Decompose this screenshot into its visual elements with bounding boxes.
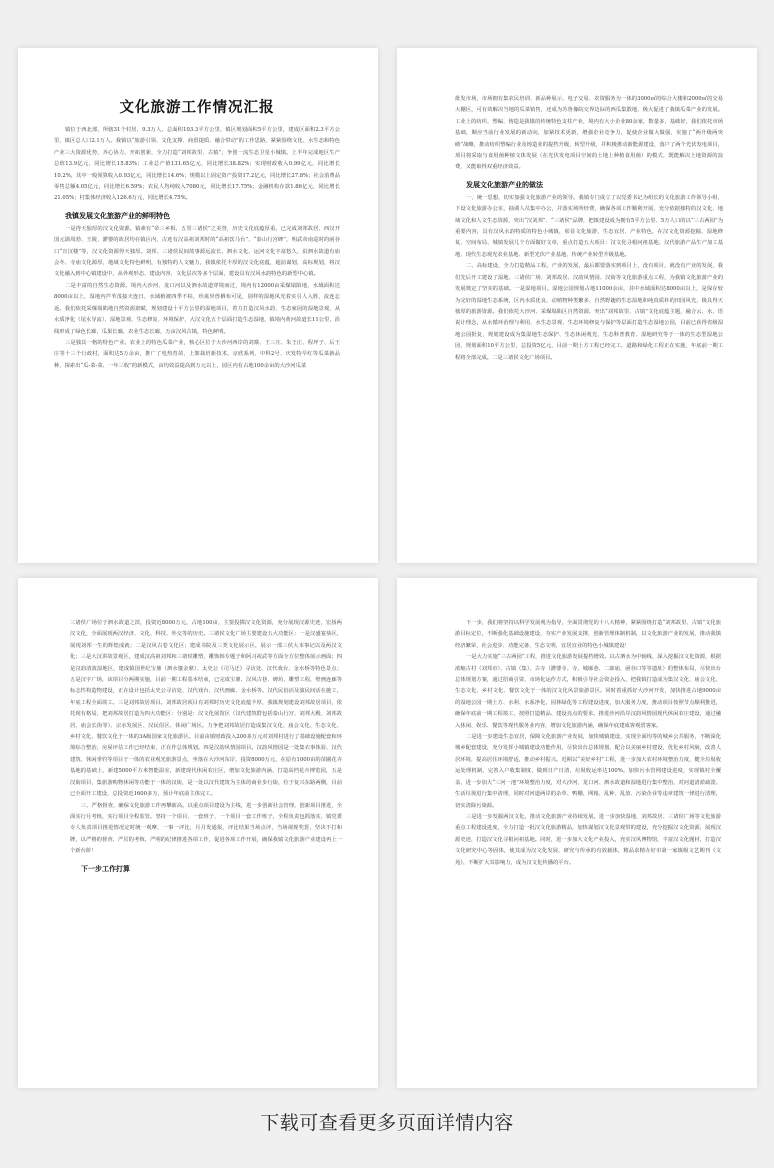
document-page-1 <box>18 48 378 563</box>
body-paragraph: 三诸侯广场位于泗水故道之滨，投资近8000万元，占地100亩，主要投掷汉文化资源，充分展现汉源史迹，宏扬两汉文化，全面展现两汉经济、文化、科技、外交等的历史。三诸侯文化广场主要建设五大功能区：一是汉盛宴恭区，展现刘邦一生的辉煌成就；二是汉风古卷文化区；建成书院及三类文化展示区，展示一部三侯大本事记以及两汉文化；三是大汉讲故景观区，建成汉高祖刘邦和三诸侯雕塑，雕饰韩专题子和阿习祝武等方面全方位整体展示画面；四是汉韵清波湿地区，建成镇国世纪宝鼎（泗水鎏金鼎）、太史公《司马迁》寻访处、汉代戏台、金水桥等特色景点；五是汉字广场，该项目分两期实施，目前一期工程基本结束，已完成宝鼎、汉风古巷、碑坊、雕塑工程，壁画连廊等标志性构造物建设，正在设计包括太史公寻访处、汉代戏台、汉代画廊、金水桥等。汉代民俗活及演民间活在施工，年底工程全面竣工。三是刘邦故居项目。刘邦故居项目有刘邦时历史文化底蕴丰厚，我镇规划建设刘邦故居项目，依托现有格局，把刘邦故居打造为四大功能区：分别是：汉文化展馆区（汉代建筑群包括泰山行宫、刘邦大殿、刘邦故居、庙会长街等）、宗水发展区、汉民俗区、休闲广场区。力争把刘邦故居打造成集汉文化、庙会文化、生态文化、乡村文化、餐饮文化于一体的3A级国家文化旅游区。目前由镇财政投入200多万元对刘邦村进行了基础设施配套和环境综合整治，房屋评估工作已经结束，正在作总体规划。四是汉韵风情园项目。汉韵风情园是一处集衣事体验、汉代建筑、休闲垂钓等项目于一体的农业观光旅游景点，坐落在大沙河东岸，投资8000万元，在原有1000亩的苗圃花卉基地的基础上，新建5000平方米智能温室，新建现代休闲农庄区，增加文化旅游内涵，打造高档花卉博览园，五是汉街项目，集旅游购物休闲等功能于一体的汉街，是一处以汉代建筑为主体的商业步行街，位于复兴东路两侧，目前已全面开工建设，总投资近1600多万，预计年底前主体完工。 <box>70 620 342 798</box>
document-page-4 <box>397 578 757 1088</box>
body-paragraph: 三是独具一格的特色产业。农业上的特色瓜菜产业，核心区位于大沙河西岸的刘寨、王三庄、朱王庄、程坪子、后王庄等十三个行政村，面积达5万余亩，推广了电热育苗、上架栽培新技术，京欣系列、中科2号、庆发特早红等瓜菜新品种，探索出“瓜-菜-菜、一年三收”的新模式，亩均效益提高到万元以上，园区内有占地100余亩的大沙河瓜菜 <box>54 339 340 369</box>
body-paragraph: 三、严格督查，确保文化旅游工作再攀新高。以重点项目建设为主线，进一步创新社会管理，创新项目推进，全面实行月考核，实行项目全程监管。坚持一个项目、一套班子、一个项目一套工作班子，全程负责包抓落实，镇党委专人负责项目推进情况定时统一观摩，一事一评比，月月发通报，评比结果当场点评，当场视现奖惩，坚决不打和牌，以严格的督查、严厉的考核、严明的纪律推进各项工作，促进各项工作开展，确保我镇文化旅游产业建设再上一个新台阶！ <box>70 802 342 855</box>
intro-paragraph: 镇位于西北部，所辖31个村居，9.3万人，总面积103.3平方公里，镇区规划面积5平方公里，建成区面积2.3平方公里，镇区总人口2.1万人。我镇以“旅游引领、文化支撑、商贸提质、融合带动”的工作思路，紧紧围绕文化、水生态和特色产业三大资源优势，齐心协力、开拓创新，全力打造“刘邦故里、古镇”，争创一流生态卫星小城镇。上半年完成地区生产总值13.9亿元，同比增长15.83%；工业总产值131.65亿元，同比增长38.82%；实现财政收入0.99亿元，同比增长10.2%，其中一般预算收入0.93亿元，同比增长14.6%；规模以上固定资产投资17.2亿元，同比增长27.8%；社会消费品零售总额4.05亿元，同比增长6.59%；农民人均纯收入7080元，同比增长17.75%；金融机构存款1.86亿元，同比增长21.05%；村集体经济收入126.6万元，同比增长4.75%。 <box>54 127 340 202</box>
document-page-3 <box>18 578 378 1088</box>
body-paragraph: 三是进一步发掘两汉文化，推动文化旅游产业持续发展。进一步加快湿地、刘邦故居、三诸侯广场等文化旅游重点工程建设进度，全力打造一批汉文化旅游精品，加快谋划汉文化景观带的建设，充分挖掘汉文化资源，展现汉源史迹，打造汉文化寻根问祖基地。同时，进一步加大文化产业投入，充实汉风博物馆，丰富汉文化题材，打造汉文化研究中心等固体，使其成为汉文化发展、研究与传承的有效载体，精品求精办好市第一家镇级文艺期刊《文苑》，不断扩大其影响力，成为汉文化传播的平台。 <box>455 813 721 866</box>
section-heading-features: 我镇发展文化旅游产业的鲜明特色 <box>65 210 170 220</box>
section-heading-next-steps: 下一步工作打算 <box>81 863 130 873</box>
section-heading-practices: 发展文化旅游产业的做法 <box>466 179 543 189</box>
body-paragraph: 一、统一思想，切实加强文化旅游产业的领导。我镇专门成立了以党委书记为组长的文化旅游工作领导小组，下设文化旅游办公室，抽调人员集中办公，并落实场所经费，确保各项工作顺利开展，充分依据独特的汉文化、地域文化和人文生态资源，突出“汉刘邦”、“三诸侯”品牌，把镇建设成为拥有5平方公里、5万人口的以“三古两园”为重要内容，具有汉风水韵特质的特色小城镇，彰显文化旅游、生态宜居、产业特色，在汉文化资源挖掘、湿地修复、空间布局、城镇发展几个方面做好文章，重点打造五大项目：汉文化寻根问祖基地、汉代旅游产品生产加工基地、现代生态观光农业基地、新型光伏产业基地、传统产业转型升级基地。 <box>455 194 723 258</box>
download-more-caption[interactable]: 下载可查看更多页面详情内容 <box>260 1112 514 1134</box>
body-paragraph: 批发市场，市场拥有集农民培训、新品种展示、电子交易、农资服务为一体的3000㎡的综合大楼和2000㎡的交易大棚区，可有效解决当地的瓜菜销售，还成为苏鲁豫皖交界边际的西瓜集散地，极大促进了我镇瓜菜产业的发展。工业上的纺织、塑编、铸造是我镇的传统特色支柱产业，境内有大小企业80余家，数量多，基础好，我们依托市场基础，顺应当前行业发展的新动向，加紧技术更新，增强企业竞争力，促使企业做大做强，实施了“两升级两突破”战略，推动纺织塑编行业及铸造业的提档升级，转型升级，并积极推动新能源建设，落户了两个光伏发电项目，项目将采取与食用菌种植文体发展（在光伏发电项目空间的土地上种植食用菌）的模式，既能解决土地资源的浪费，又能取得双重经济效益。 <box>455 96 723 171</box>
body-paragraph: 一是大力实施“三古两园”工程，推进文化旅游发展提档增效。以古泗水为中轴线，深入挖掘汉文化资源，根据浓缩古村（刘邦市）、古镇（集）、古寺（灌婴寺、寺、城廓巷、二郎庙、函谷口等等遗址）的整体布局，尽快出台总体规划方案，通过招商引资、市场化运作方式，积极引导社会资金投入，把我镇打造成为集汉文化、庙会文化、生态文化、乡村文化、餐饮文化于一体的汉文化风景旅游景区。同时着重抓好大沙河开发，加快推进占地9000亩的湿地公园一期土方、水利、水系净化、园林绿化等工程建设进度，加大服务力度，推动项目按照节点顺利推进，确保年底前一期工程竣工，按照打造精品、建设亮点的要求，推进沙河沿岸汉韵风情园现代休闲农庄建设，通过融入休闲、娱乐、餐饮等现代服务业内容，增加文化旅游内涵，确保年底建成客观赏客家。 <box>455 654 721 729</box>
document-page-2 <box>397 48 757 563</box>
body-paragraph: 下一步，我们将坚持以科学发展观为指导，全面贯彻党的十八大精神，紧紧围绕打造“刘邦故里、古镇”文化旅游目标定位，不断强化基础设施建设，夯实产业发展支撑，创新管理体制机制，以文化旅游产业的发展，推动我镇经济繁荣、社会进步、功能完备、生态文明、宜居宜业的特色小城镇建设！ <box>455 620 721 649</box>
body-paragraph: 二是丰富的自然生态资源。境内大沙河、龙口河以及泗水故道穿境而过，境内有12000亩采煤塌陷地，水域面积达8000亩以上，湿地内芦苇茂接天连日，水域植被四季不枯，珍禽异兽栖布可见，别样的湿地风光着实引人入胜，流连忘返。我们依托采煤塌陷地自然资源禀赋，规划建设十平方公里的湿地项目，着力打造汉风水韵、生态家园的湿地景观，从水质净化（尾水导流）、湿地景观、生态修复、环境保护，大汉文化五个层面打造生态湿地，镇境内黄河故道长11公里，沿线形成了绿色长廊，瓜果长廊，农业生态长廊，万亩汉风古镇，特色鲜明。 <box>54 282 340 335</box>
document-title: 文化旅游工作情况汇报 <box>119 100 275 116</box>
body-paragraph: 一是得天独厚的汉文化资源。镇素有“帝三乡相、五里三诸侯”之美誉，历史文化底蕴厚重。已完成刘邦故居、西汉开国元勋周勃、王陵、灌婴的故居均在镇区内，古迹有汉高祖刘邦时的“高祖饮马台”、“泰山行宫碑”，明武帝南巡时的函谷口“宣汉楼”等，汉文化资源得天独厚。刘邦、三诸侯民间故事源远流长，泗水文化、运河文化丰富悠久，沿泗水故道有庙会冬、寺庙文化源厚，地域文化特色鲜明，有独特的人文魅力，我镇依托丰厚的汉文化底蕴，超前谋划，高标规划，将汉文化融入到中心镇建设中，从外观形态、建设内容、文化层次等多个层面，建设具有汉风水韵特色的新型中心镇。 <box>54 225 340 278</box>
body-paragraph: 二、高标建设，全力打造精品工程。产业的发展，最后都要落实到项目上，没有项目，就没有产业的发展，我们先后开工建设了湿地、三诸侯广场、刘邦故居、汉韵风情园、汉街等文化旅游重点工程，为我镇文化旅游产业的发展奠定了坚实的基础。一是湿地项目。湿地公园规划占地11000余亩，其中水域面积达8000亩以上，是保存较为完好的湿地生态系统，区内水质优良，动植物种类繁多，自然野趣的生态湿地和纯真质朴的田园风光，极具得天独厚的旅游资源。我们依托大沙河、采煤塌陷区自然资源，突出“刘邦故里、古镇”文化底蕴主题，融合云、水、语说计理念，从水循环治理与利用、水生态景观、生态环境修复与保护等层面打造生态湿地公园，目前已获得省级湿地公园批复，规划建设成为集湿地生态保护、生态休闲观光、生态科普教育、湿地研究等于一体的生态型湿地公园，规划面积10平方公里，总投资5亿元，目前一期土方工程已经完工，道路和绿化工程正在实施，年底前一期工程将全部完成。二是三诸侯文化广场项目。 <box>455 263 723 361</box>
body-paragraph: 二是进一步建设生态宜居，保障文化旅游产业发展，加快城镇建设，实现全面均等的城乡公共服务，不断深化城乡配套建设，充分发挥小城镇建设功能作用，尽快出台总体规划，配合以美丽乡村建设，优化乡村风貌，改善人居环境，提高居住环境舒适，推动乡村振兴。近期以“美好乡村”工程，进一步加大农村环境整治力度，健全垃圾收运处理机制，完善入户收集制度，做到日产日清，垃圾收运率达100%。加快污水管网建设进度，实现镇村全覆盖，进一步加大“三河一池”环境整治力度，对大沙河、龙口河、泗水故道和湿地进行集中整治，对河道清淤疏浚、生活垃圾进行集中清理，同时对河道两岸的杂草、鸭棚、网箱、乱种、乱放、污染企业等违章建筑一律进行清理，切实清除污染源。 <box>455 734 721 809</box>
